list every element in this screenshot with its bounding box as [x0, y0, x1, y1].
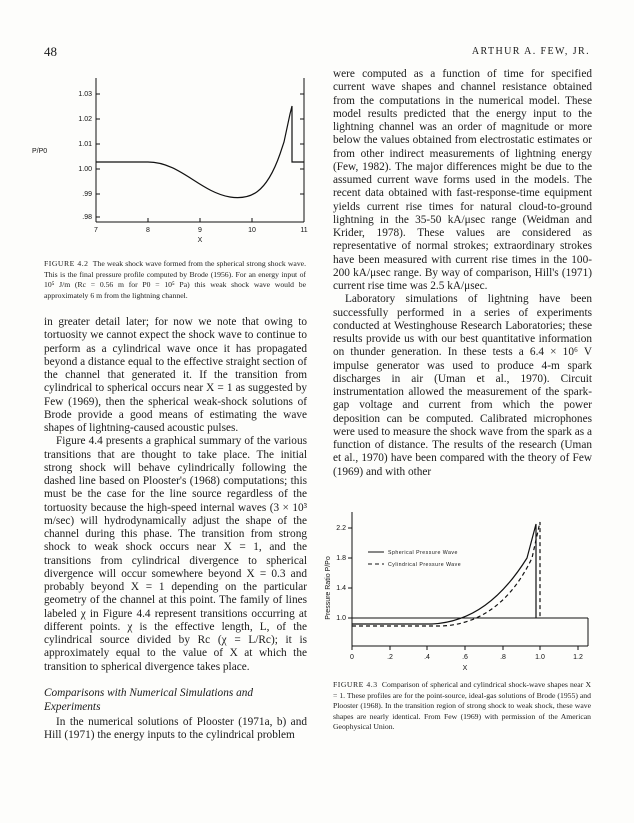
caption-text: Comparison of spherical and cylindrical shock-wave shapes near X = 1. These profiles are for the point-source, ideal-gas solutions of Brode (1955) and Plooster (1968). In the transition region of strong shock to weak shock, these wave shapes are nearly identical. From Few (1969) with permission of the American Geophysical Union.: [333, 680, 591, 731]
caption-label: FIGURE 4.2: [44, 259, 89, 268]
paragraph: in greater detail later; for now we note that owing to tortuosity we cannot expect the shock wave to continue to perform as a cylindrical wave once it has propagated beyond a distance equal to the effective straight section of the channel that generated it. If the transition from cylindrical to spherical occurs near X = 1 as suggested by Few (1969), then the spherical weak-shock solutions of Brode provide a good means of estimating the wave shapes of lightning-caused acoustic pulses.: [44, 316, 307, 434]
running-head: ARTHUR A. FEW, JR.: [471, 46, 590, 57]
figure-4-3-plot: [322, 508, 592, 678]
ytick-label: 2.2: [336, 525, 346, 532]
x-axis-label: X: [462, 665, 468, 672]
ytick-label: 1.00: [78, 166, 92, 173]
paragraph: Figure 4.4 presents a graphical summary of the various transitions that are thought to take place. The initial strong shock will behave cylindrically following the dashed line based on Plooster's (1968) computations; this must be the case for the line source regardless of the tortuosity because the high-speed internal waves (3 × 10³ m/sec) will hydrodynamically adjust the shape of the channel during this phase. The transition from strong shock to weak shock occurs near X = 1, and the transitions from cylindrical divergence to spherical divergence will occur somewhere beyond X = 0.3 and probably beyond X = 1 depending on the particular geometry of the channel at this point. The family of lines labeled χ in Figure 4.4 represent transitions occurring at different points. χ is the effective length, L, of the cylindrical source divided by Rc (χ = L/Rc); it is approximately equal to the value of X at which the transition to spherical divergence takes place.: [44, 435, 307, 673]
figure-4-3-caption: [333, 680, 591, 733]
xtick-label: .6: [462, 654, 468, 661]
left-column-continued: [44, 716, 307, 743]
xtick-label: 1.2: [573, 654, 583, 661]
xtick-label: 8: [146, 227, 150, 234]
paragraph: In the numerical solutions of Plooster (1971a, b) and Hill (1971) the energy inputs to the cylindrical problem: [44, 716, 307, 742]
y-axis-label: P/P0: [32, 148, 48, 155]
ytick-label: 1.4: [336, 585, 346, 592]
x-axis-label: X: [197, 237, 203, 244]
page-number: 48: [44, 44, 57, 59]
legend-spherical-label: Spherical Pressure Wave: [388, 550, 458, 556]
xtick-label: .4: [424, 654, 430, 661]
ytick-label: 1.01: [78, 141, 92, 148]
y-axis-label: Pressure Ratio P/Po: [325, 556, 332, 620]
ytick-label: .99: [82, 191, 92, 198]
paragraph: were computed as a function of time for specified current wave shapes and channel resistance obtained from the computations in the numerical model. These model results predicted that the energy input to the lightning channel was an order of magnitude or more below the values obtained from electrostatic estimates or from other indirect measurements of lightning energy (Few, 1982). The major differences might be due to the assumed current wave forms used in the models. The recent data obtained with fast-response-time equipment yields current rise times for natural cloud-to-ground lightning in the 35-50 kA/μsec range (Weidman and Krider, 1978). These values are considered as representative of normal strokes; extraordinary strokes have been measured with current rise times in the 100-200 kA/μsec range. By way of comparison, Hill's (1971) current rise time was 2.5 kA/μsec.: [333, 68, 592, 292]
xtick-label: 1.0: [535, 654, 545, 661]
caption-text: The weak shock wave formed from the spherical strong shock wave. This is the final pressure profile computed by Brode (1956). For an energy input of 10⁵ J/m (Rc = 0.56 m for P0 = 10⁵ Pa) this weak shock wave would be approximately 6 m from the lightning channel.: [44, 259, 307, 300]
legend-cylindrical-label: Cylindrical Pressure Wave: [388, 562, 462, 568]
xtick-label: 11: [300, 227, 308, 234]
xtick-label: .8: [500, 654, 506, 661]
xtick-label: .2: [387, 654, 393, 661]
xtick-label: 9: [198, 227, 202, 234]
left-column: [44, 316, 307, 674]
right-column: [333, 68, 592, 479]
ytick-label: 1.8: [336, 555, 346, 562]
xtick-label: 0: [350, 654, 354, 661]
ytick-label: 1.02: [78, 116, 92, 123]
ytick-label: 1.03: [78, 91, 92, 98]
pressure-profile-curve: [96, 106, 304, 198]
xtick-label: 7: [94, 227, 98, 234]
section-heading: Comparisons with Numerical Simulations and Experiments: [44, 687, 254, 713]
figure-4-2-caption: [44, 259, 306, 301]
ytick-label: .98: [82, 214, 92, 221]
cylindrical-pressure-curve: [352, 522, 540, 626]
figure-4-2-plot: [30, 74, 320, 254]
spherical-pressure-curve: [352, 524, 536, 624]
caption-label: FIGURE 4.3: [333, 680, 378, 689]
paragraph: Laboratory simulations of lightning have been successfully performed in a series of experiments conducted at Westinghouse Research Laboratories; these results provide us with our best quantitative information on thunder generation. In these tests a 6.4 × 10⁶ V impulse generator was used to produce 4-m spark discharges in air (Uman et al., 1970). Circuit instrumentation allowed the measurement of the spark-gap voltage and current from which the power deposition can be computed. Calibrated microphones were used to measure the shock wave from the spark as a function of distance. The results of the research (Uman et al., 1970) have been compared with the theory of Few (1969) and with other: [333, 293, 592, 478]
ytick-label: 1.0: [336, 615, 346, 622]
xtick-label: 10: [248, 227, 256, 234]
